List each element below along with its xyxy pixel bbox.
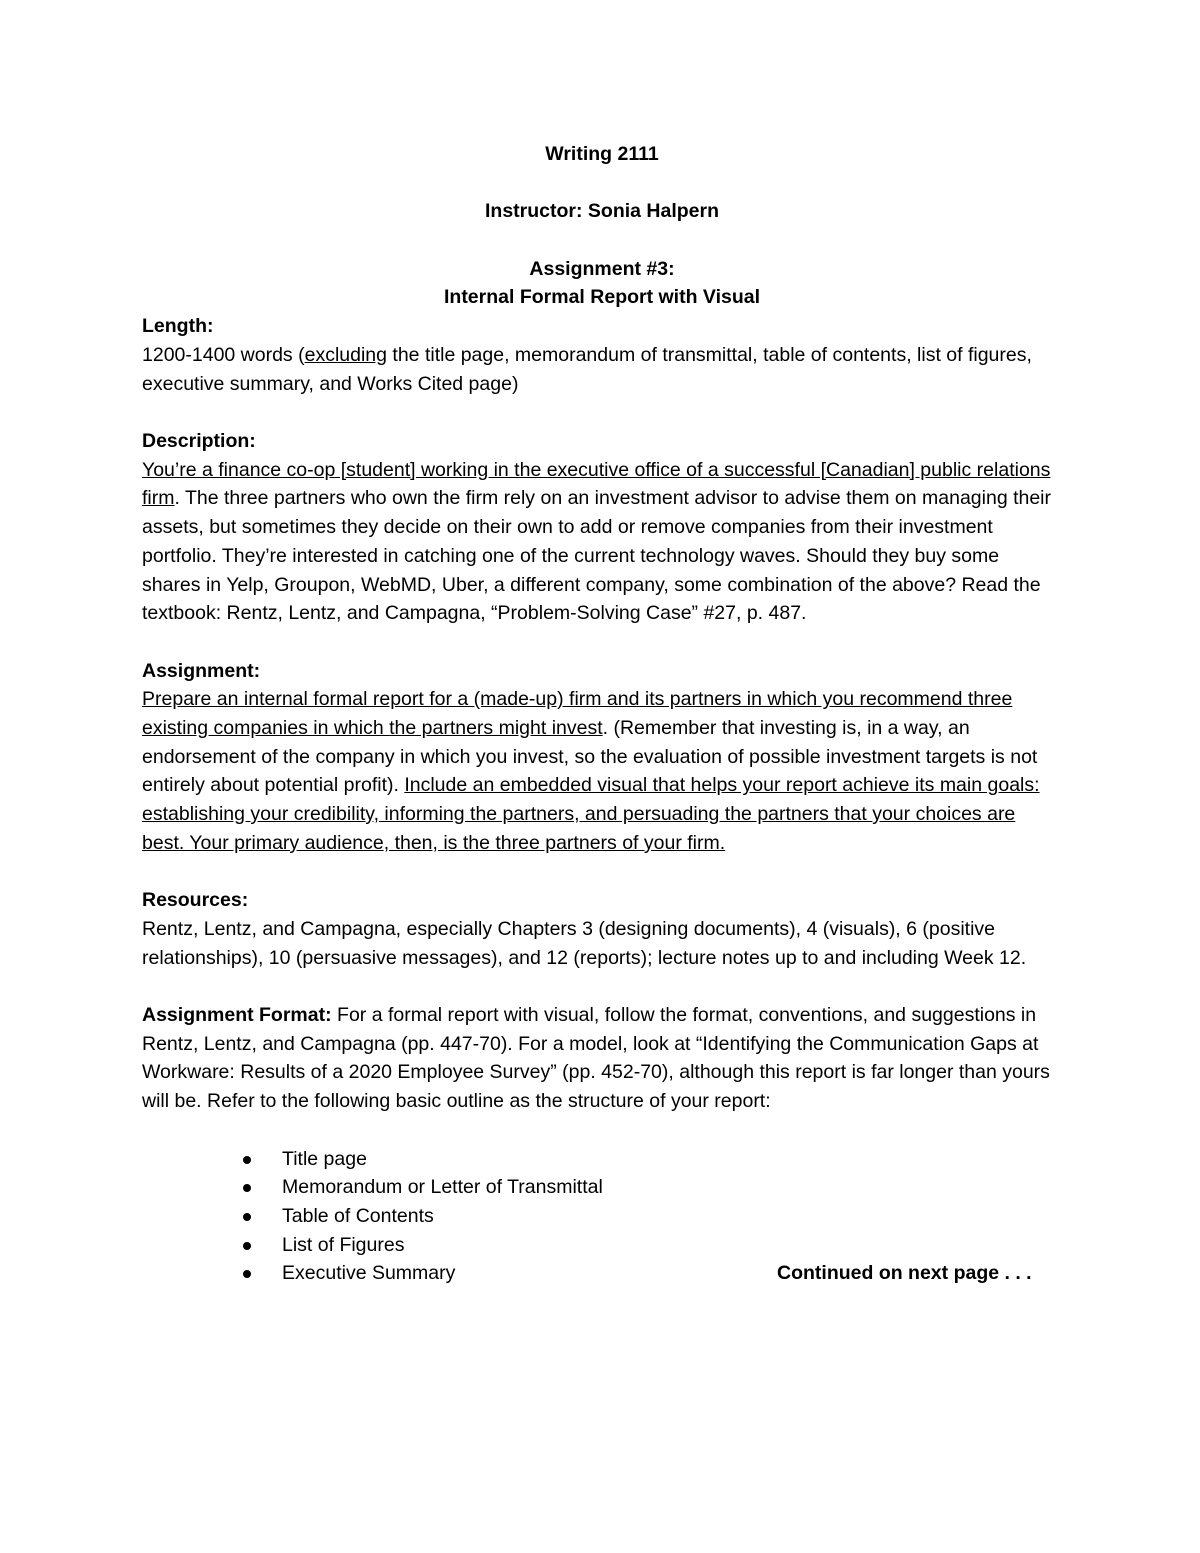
assignment-section [142,657,1062,858]
continued-note: Continued on next page . . . [777,1262,1032,1285]
list-item: Table of Contents [142,1202,1062,1231]
bullet-icon [243,1184,251,1192]
length-text: 1200-1400 words (excluding the title page, memorandum of transmittal, table of contents, list of figures, executive summary, and Works Cited page) [142,343,1032,395]
document-header [142,140,1062,312]
list-item: Executive Summary Continued on next page . . . [142,1259,1062,1288]
assignment-number: Assignment #3: [529,257,675,280]
list-item: Title page [142,1145,1062,1174]
list-item: Memorandum or Letter of Transmittal [142,1173,1062,1202]
course-title: Writing 2111 [545,143,659,165]
description-text: You’re a finance co-op [student] working in the executive office of a successful [Canadian] public relations firm. The three partners who own the firm rely on an investment advisor to advise them on managing their assets, but sometimes they decide on their own to add or remove companies from their investment portfolio. They’re interested in catching one of the current technology waves. Should they buy some shares in Yelp, Groupon, WebMD, Uber, a different company, some combination of the above? Read the textbook: Rentz, Lentz, and Campagna, “Problem-Solving Case” #27, p. 487. [142,458,1052,625]
format-heading: Assignment Format: [142,1004,332,1026]
instructor-name: Instructor: Sonia Halpern [484,200,720,223]
bullet-icon [243,1270,251,1278]
bullet-icon [243,1156,251,1164]
resources-section [142,886,1062,972]
document-page [142,140,1062,1288]
resources-heading: Resources: [142,889,249,912]
bullet-icon [243,1213,251,1221]
assignment-title: Internal Formal Report with Visual [443,286,761,309]
length-section [142,312,1062,398]
assignment-text: Prepare an internal formal report for a (made-up) firm and its partners in which you recommend three existing companies in which the partners might invest. (Remember that investing is, in a way, an endorsement of the company in which you invest, so the evaluation of possible investment targets is not entirely about potential profit). Include an embedded visual that helps your report achieve its main goals: establishing your credibility, informing the partners, and persuading the partners that your choices are best. Your primary audience, then, is the three partners of your firm. [142,688,1040,854]
report-outline-list [142,1145,1062,1288]
length-heading: Length: [142,315,214,338]
assignment-heading: Assignment: [142,659,261,682]
list-item: List of Figures [142,1231,1062,1260]
bullet-icon [243,1242,251,1250]
format-text: Assignment Format: For a formal report with visual, follow the format, conventions, and suggestions in Rentz, Lentz, and Campagna (pp. 447-70). For a model, look at “Identifying the Communication Gaps at Workware: Results of a 2020 Employee Survey” (pp. 452-70), although this report is far longer than yours will be. Refer to the following basic outline as the structure of your report: [142,1004,1050,1113]
description-heading: Description: [142,429,256,452]
description-section [142,427,1062,628]
resources-text: Rentz, Lentz, and Campagna, especially Chapters 3 (designing documents), 4 (visuals), 6 (positive relationships), 10 (persuasive messages), and 12 (reports); lecture notes up to and including Week 12. [142,917,1027,969]
format-section [142,1001,1062,1116]
excluding-emphasis: excluding [304,343,387,366]
